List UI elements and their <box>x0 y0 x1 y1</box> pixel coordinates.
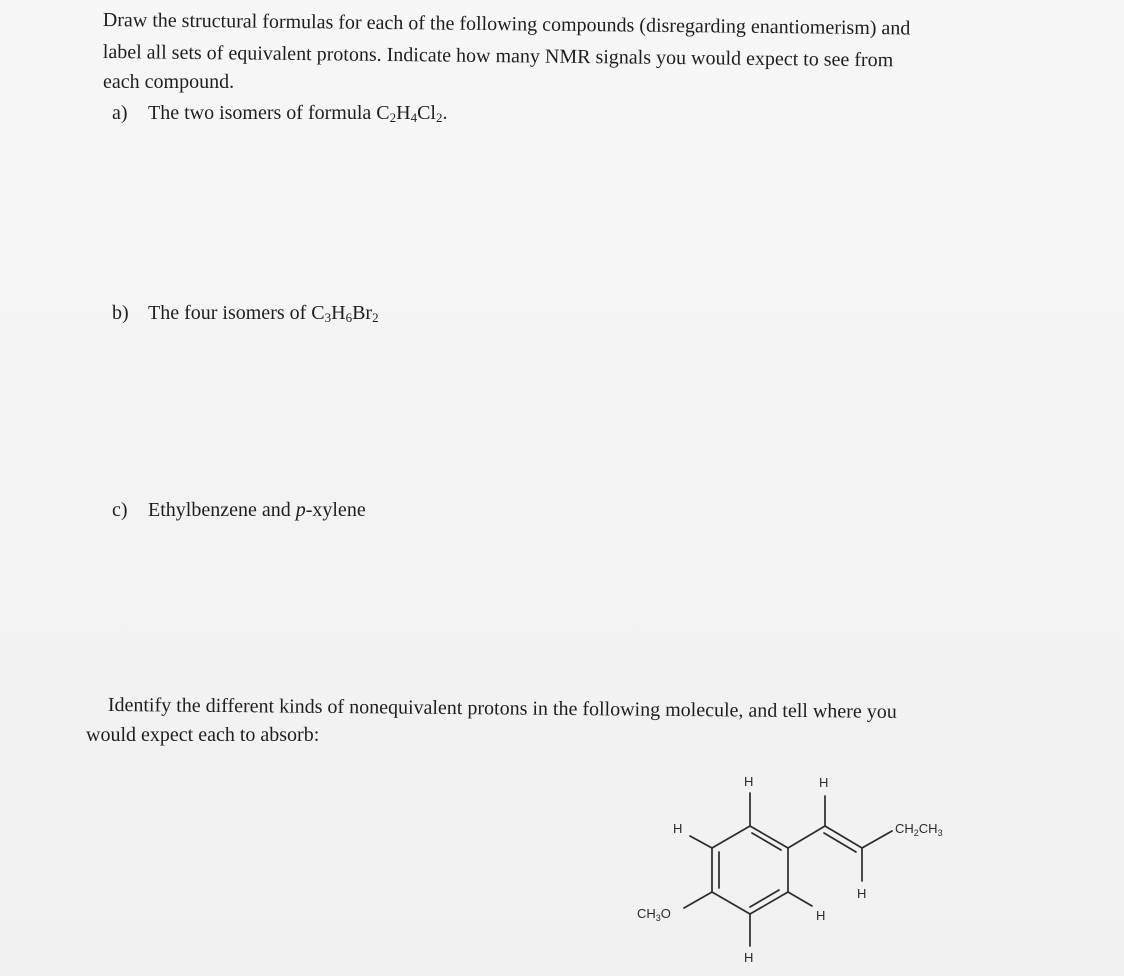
bond-ring-vinyl <box>788 826 825 848</box>
atom-h-vinyl-top: H <box>819 775 829 790</box>
problem1-intro-line-3: each compound. <box>103 71 235 93</box>
problem1-intro-line-2: label all sets of equivalent protons. Indicate how many NMR signals you would expect to see from <box>102 40 894 72</box>
ring-bond-top-right <box>750 826 788 848</box>
question-c-text: Ethylbenzene and <box>148 499 296 521</box>
bond-ring-h-left <box>690 836 712 848</box>
formula-b-subscript-c: 3 <box>324 310 332 325</box>
formula-b-br: Br <box>352 302 373 324</box>
vinyl-double-bond-inner <box>824 833 856 852</box>
atom-h-ring-top: H <box>744 774 754 789</box>
formula-a-h: H <box>396 102 411 124</box>
ring-double-bond-bottom <box>750 890 779 907</box>
question-c <box>112 498 366 522</box>
atom-h-vinyl-bottom: H <box>857 886 867 901</box>
problem2-line-1: Identify the different kinds of nonequivalent protons in the following molecule, and tell where you <box>107 693 897 723</box>
question-a-period: . <box>442 102 448 124</box>
question-a-text: The two isomers of formula C <box>148 102 390 124</box>
formula-a-subscript-c: 2 <box>389 110 397 125</box>
formula-b-h: H <box>331 302 346 324</box>
problem2-line-2: would expect each to absorb: <box>86 724 320 746</box>
question-b-text: The four isomers of C <box>148 302 325 324</box>
ring-double-bond-top <box>752 833 781 850</box>
atom-h-ring-bottom: H <box>744 950 754 965</box>
ring-bond-bottom-left <box>712 892 750 914</box>
question-c-label: c) <box>112 499 128 521</box>
question-a <box>112 101 447 125</box>
question-b-label: b) <box>112 302 129 324</box>
question-a-label: a) <box>112 102 128 124</box>
formula-a-subscript-cl: 2 <box>435 110 443 125</box>
bond-ring-h-right <box>788 892 812 906</box>
formula-a-subscript-h: 4 <box>410 110 418 125</box>
formula-b-subscript-br: 2 <box>372 310 379 325</box>
formula-b-subscript-h: 6 <box>345 310 353 325</box>
ring-bond-top-left <box>712 826 750 848</box>
bond-ring-methoxy <box>684 892 712 908</box>
formula-a-cl: Cl <box>417 102 436 124</box>
atom-h-ring-left: H <box>673 821 683 836</box>
atom-h-ring-right: H <box>816 908 826 923</box>
problem1-intro-line-1: Draw the structural formulas for each of the following compounds (disregarding enantiomerism) and <box>102 8 911 40</box>
vinyl-double-bond-outer <box>825 826 862 848</box>
methoxy-group: $CH_3O$ <box>637 906 671 923</box>
ring-bond-bottom-right <box>750 892 788 914</box>
question-b <box>112 301 379 325</box>
question-c-italic-p: p <box>295 499 306 521</box>
ethyl-group: $CH_2CH_3$ <box>895 821 943 838</box>
bond-vinyl-ethyl <box>862 831 892 848</box>
question-c-text-rest: -xylene <box>305 499 366 521</box>
